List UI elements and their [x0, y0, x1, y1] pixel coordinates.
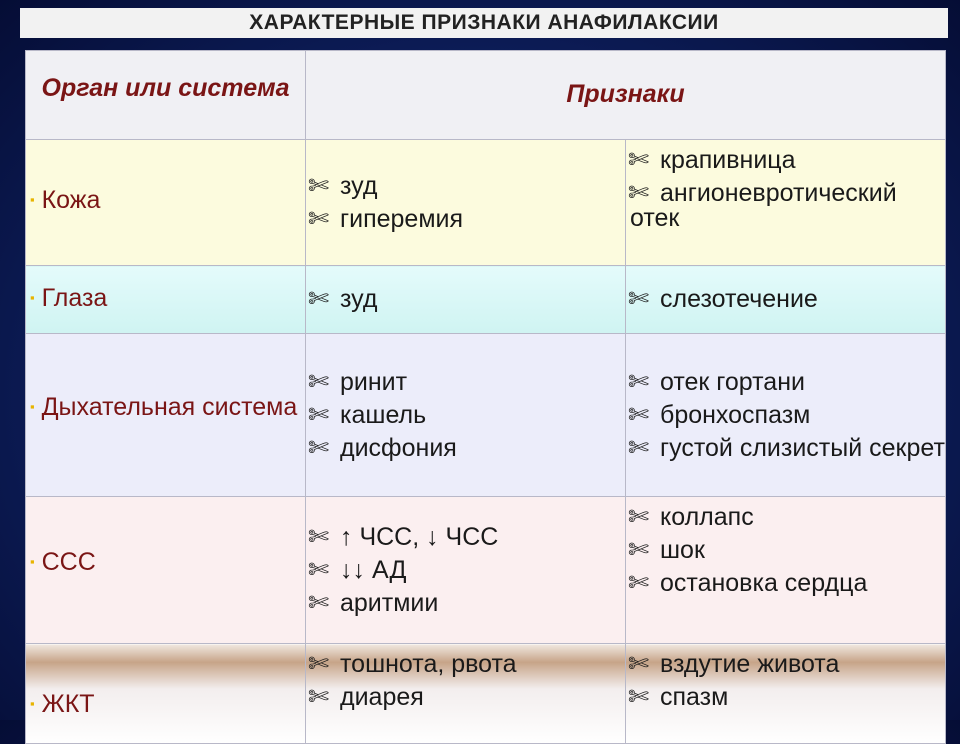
sign-text: кашель — [340, 400, 427, 429]
square-bullet-icon: ▪ — [30, 191, 35, 207]
sign-text: остановка сердца — [660, 569, 868, 597]
scissors-icon: ✄ — [308, 171, 329, 200]
organ-label: Дыхательная система — [41, 393, 298, 421]
signs-cell-primary — [306, 334, 626, 497]
signs-cell-secondary — [626, 334, 946, 497]
table-header-row — [26, 51, 946, 140]
table-row-respiratory — [26, 334, 946, 497]
anaphylaxis-table — [25, 50, 946, 744]
organ-label: ССС — [41, 548, 96, 576]
scissors-icon: ✄ — [308, 367, 329, 396]
signs-cell-secondary — [626, 266, 946, 334]
sign-text: дисфония — [340, 433, 457, 462]
sign-item — [308, 171, 625, 200]
sign-text: отек гортани — [660, 367, 805, 396]
sign-text: бронхоспазм — [660, 400, 811, 429]
sign-text: коллапс — [660, 503, 754, 531]
sign-item — [310, 287, 625, 312]
sign-item — [630, 571, 945, 596]
sign-item — [308, 433, 625, 462]
signs-cell-primary — [306, 644, 626, 744]
signs-cell-primary — [306, 140, 626, 266]
scissors-icon: ✄ — [308, 683, 329, 711]
scissors-icon: ✄ — [308, 204, 329, 233]
scissors-icon: ✄ — [628, 569, 649, 597]
sign-list — [628, 367, 945, 462]
sign-list — [308, 367, 625, 462]
sign-list — [310, 652, 625, 710]
sign-item — [630, 538, 945, 563]
sign-item — [308, 588, 625, 617]
square-bullet-icon: ▪ — [30, 399, 35, 414]
scissors-icon: ✄ — [628, 367, 649, 396]
sign-item — [628, 367, 945, 396]
sign-item — [310, 685, 625, 710]
sign-item — [630, 685, 945, 710]
signs-cell-secondary — [626, 140, 946, 266]
organ-entry — [30, 186, 305, 214]
scissors-icon: ✄ — [628, 285, 649, 313]
table-row-skin — [26, 140, 946, 266]
scissors-icon: ✄ — [308, 400, 329, 429]
organ-cell — [26, 497, 306, 644]
organ-cell — [26, 266, 306, 334]
sign-list — [630, 505, 945, 596]
sign-text: зуд — [340, 171, 378, 200]
sign-list — [630, 148, 945, 231]
signs-cell-primary — [306, 497, 626, 644]
sign-list — [308, 522, 625, 617]
scissors-icon: ✄ — [308, 522, 329, 551]
organ-entry — [30, 690, 305, 718]
scissors-icon: ✄ — [628, 179, 649, 207]
organ-cell — [26, 334, 306, 497]
sign-text: густой слизистый секрет — [660, 433, 945, 462]
sign-item — [630, 148, 945, 173]
scissors-icon: ✄ — [628, 683, 649, 711]
sign-text: гиперемия — [340, 204, 464, 233]
sign-item — [630, 287, 945, 312]
table-row-eyes — [26, 266, 946, 334]
sign-text: зуд — [340, 285, 378, 313]
scissors-icon: ✄ — [308, 650, 329, 678]
sign-list — [630, 287, 945, 312]
sign-text: диарея — [340, 683, 424, 711]
signs-cell-secondary — [626, 497, 946, 644]
scissors-icon: ✄ — [628, 433, 649, 462]
scissors-icon: ✄ — [308, 588, 329, 617]
sign-text: слезотечение — [660, 285, 818, 313]
sign-item — [628, 400, 945, 429]
scissors-icon: ✄ — [628, 536, 649, 564]
sign-item — [308, 367, 625, 396]
table-row-gi — [26, 644, 946, 744]
scissors-icon: ✄ — [628, 650, 649, 678]
sign-item — [630, 505, 945, 530]
table-row-cardiovascular — [26, 497, 946, 644]
sign-text: ангионевротический отек — [630, 179, 897, 232]
organ-entry — [30, 284, 305, 312]
scissors-icon: ✄ — [628, 146, 649, 174]
sign-text: крапивница — [660, 146, 796, 174]
signs-cell-primary — [306, 266, 626, 334]
scissors-icon: ✄ — [628, 400, 649, 429]
square-bullet-icon: ▪ — [30, 554, 35, 569]
scissors-icon: ✄ — [308, 285, 329, 313]
sign-text: тошнота, рвота — [340, 650, 517, 678]
sign-item — [310, 652, 625, 677]
sign-text: аритмии — [340, 588, 439, 617]
organ-entry — [30, 548, 305, 576]
header-signs: Признаки — [306, 51, 946, 140]
sign-item — [630, 181, 945, 231]
organ-label: ЖКТ — [41, 689, 95, 718]
sign-item — [308, 522, 625, 551]
scissors-icon: ✄ — [308, 433, 329, 462]
organ-label: Глаза — [41, 283, 108, 312]
sign-list — [630, 652, 945, 710]
sign-item — [630, 652, 945, 677]
sign-text: вздутие живота — [660, 650, 840, 678]
sign-text: ↓↓ АД — [340, 555, 407, 584]
sign-text: ринит — [340, 367, 408, 396]
scissors-icon: ✄ — [628, 503, 649, 531]
slide-title: ХАРАКТЕРНЫЕ ПРИЗНАКИ АНАФИЛАКСИИ — [20, 8, 948, 38]
sign-item — [308, 204, 625, 233]
sign-item — [308, 555, 625, 584]
organ-cell — [26, 140, 306, 266]
square-bullet-icon: ▪ — [30, 695, 35, 711]
header-organ: Орган или система — [26, 51, 306, 140]
scissors-icon: ✄ — [308, 555, 329, 584]
square-bullet-icon: ▪ — [30, 289, 35, 305]
sign-list — [308, 171, 625, 233]
sign-item — [628, 433, 945, 462]
signs-cell-secondary — [626, 644, 946, 744]
organ-cell — [26, 644, 306, 744]
sign-text: спазм — [660, 683, 729, 711]
organ-label: Кожа — [41, 185, 101, 214]
sign-text: ↑ ЧСС, ↓ ЧСС — [340, 522, 499, 551]
sign-item — [308, 400, 625, 429]
sign-text: шок — [660, 536, 705, 564]
organ-entry — [30, 393, 305, 421]
sign-list — [310, 287, 625, 312]
